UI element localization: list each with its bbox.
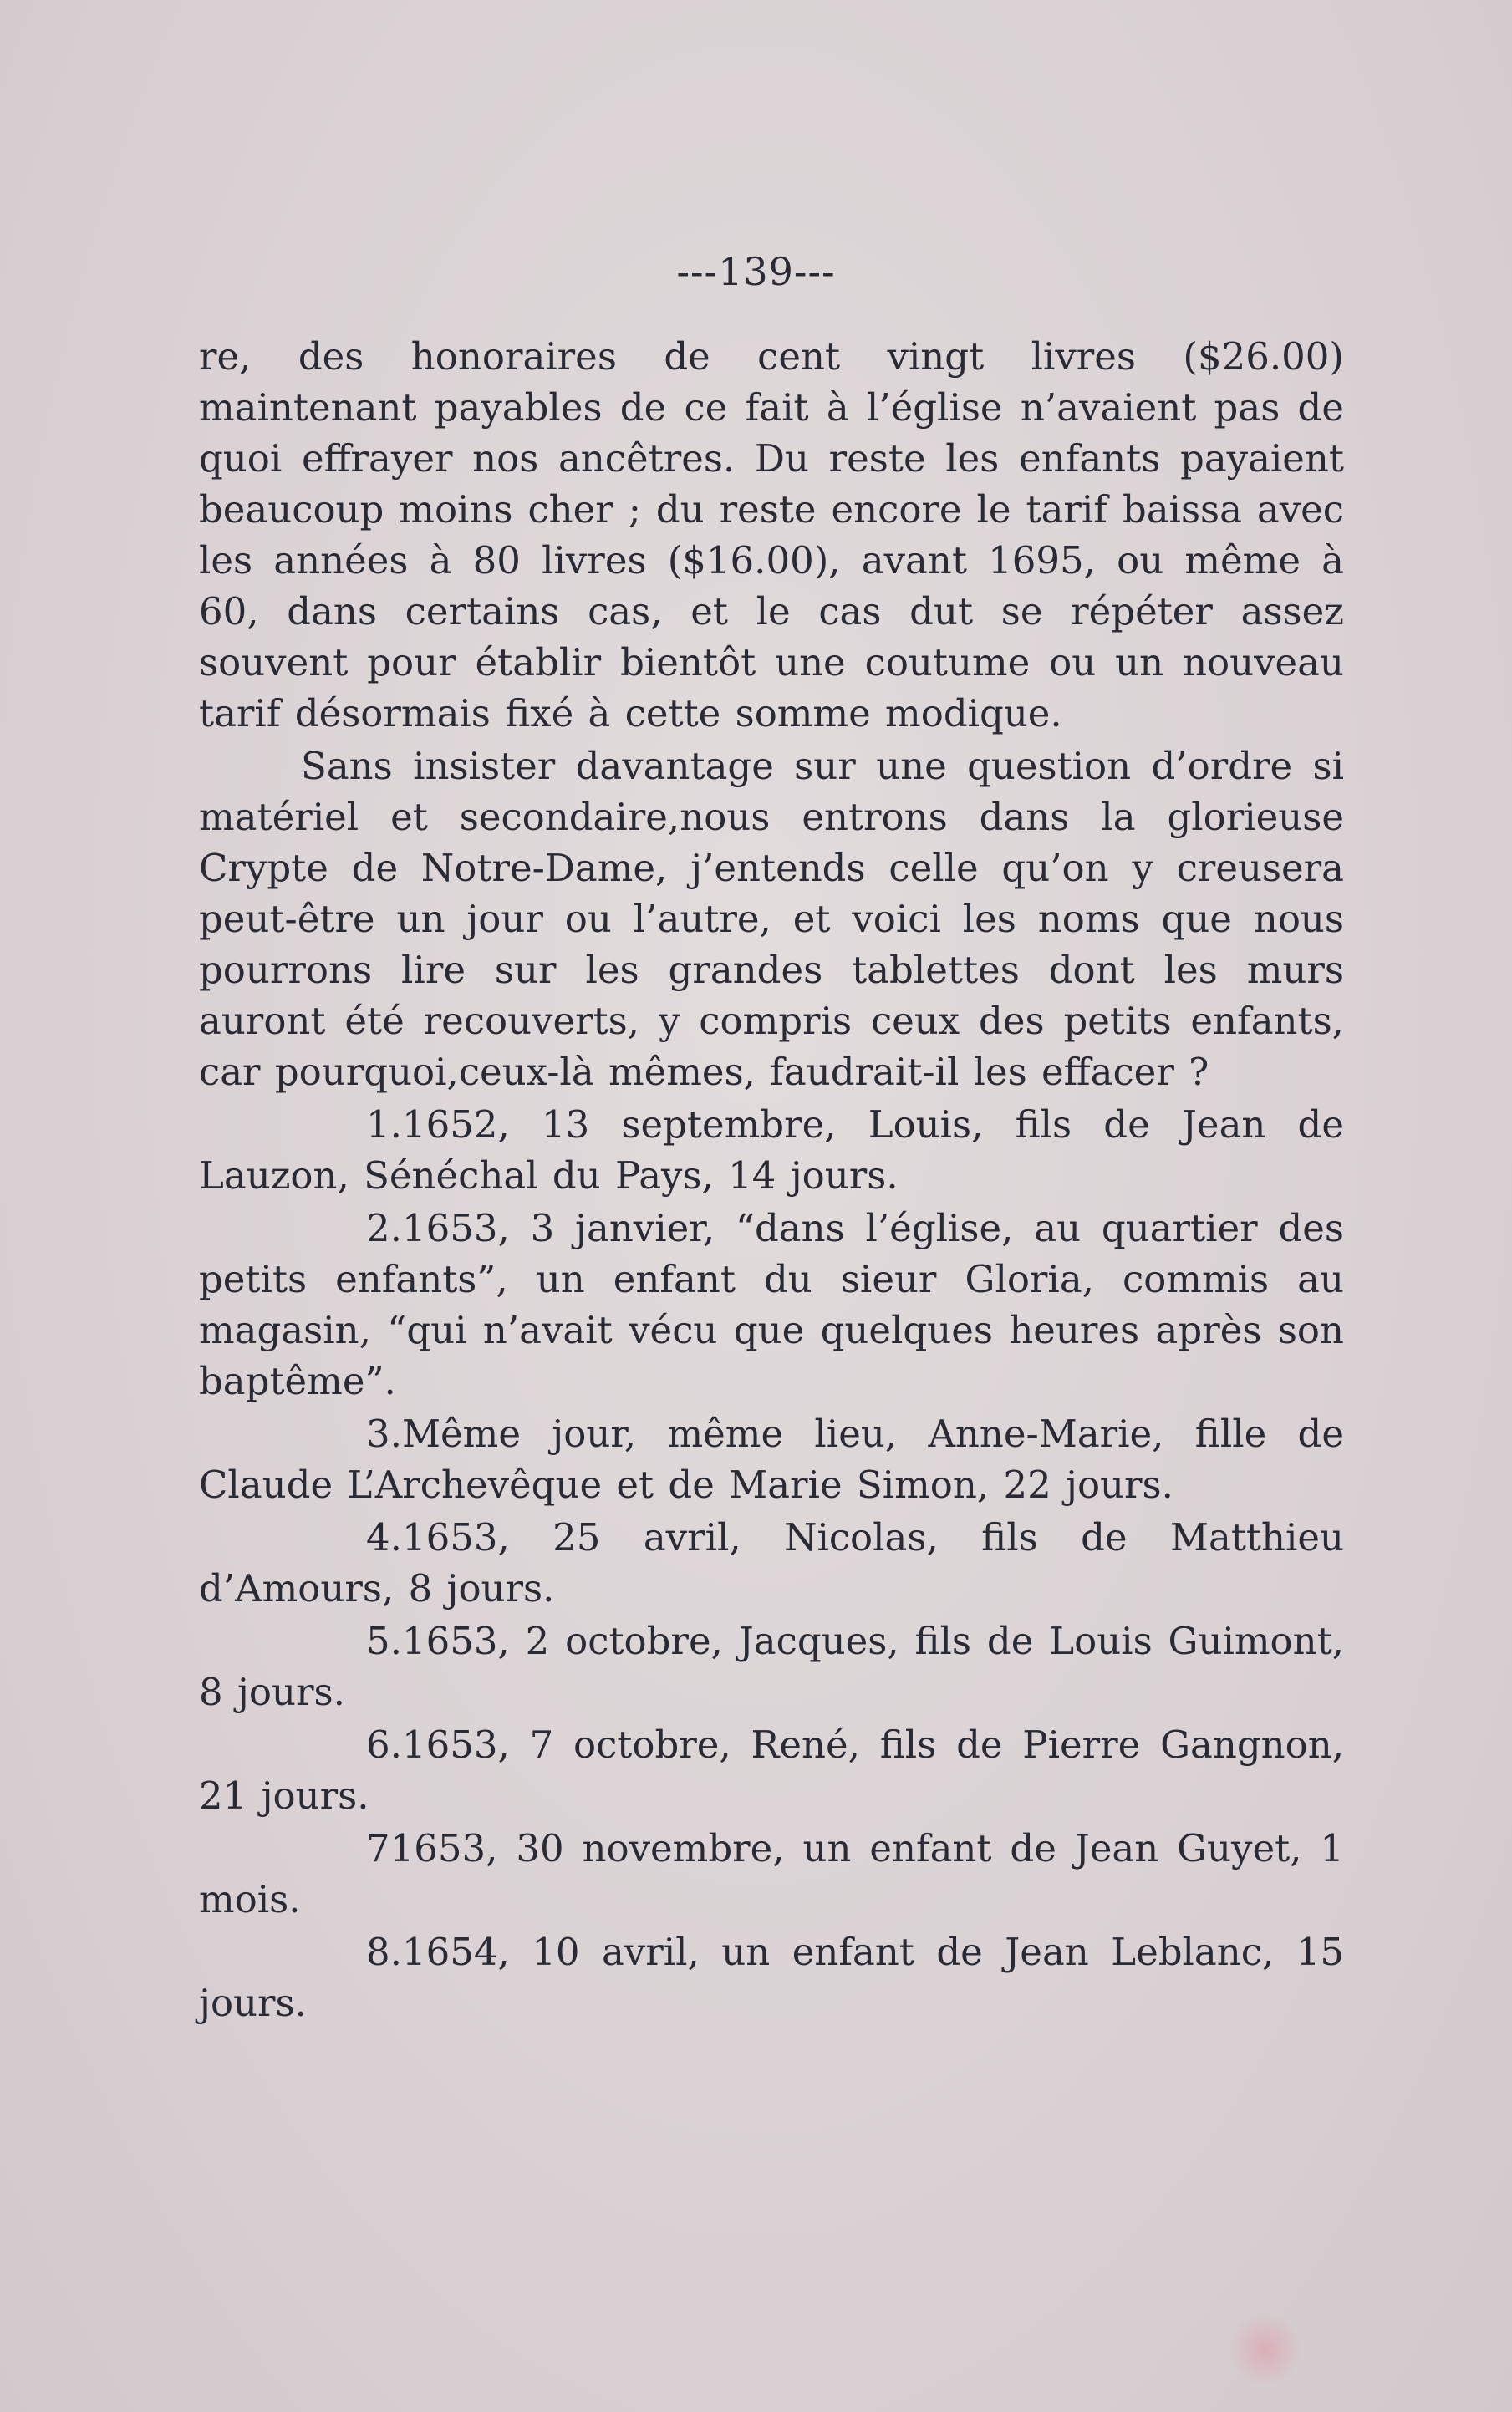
paragraph-crypte: Sans insister davantage sur une question d’ordre si matériel et secondaire,nous entrons dans la glorieuse Crypte de Notre-Dame, j’entends celle qu’on y creusera peut-être un jour ou l’autre, et voici les noms que nous pourrons lire sur les grandes tablettes dont les murs auront été recouverts, y compris ceux des petits enfants, car pourquoi,ceux-là mêmes, faudrait-il les effacer ? xyxy=(199,744,1344,1094)
entry-number: 6. xyxy=(366,1722,402,1767)
burial-entry xyxy=(199,1616,1344,1719)
entry-text: 1653, 25 avril, Nicolas, fils de Matthieu d’Amours, 8 jours. xyxy=(199,1515,1344,1611)
entry-text: 1652, 13 septembre, Louis, fils de Jean de Lauzon, Sénéchal du Pays, 14 jours. xyxy=(199,1102,1344,1198)
entry-number: 5. xyxy=(366,1619,402,1663)
page-body xyxy=(199,331,1344,2030)
paragraph-continuation: re, des honoraires de cent vingt livres ($26.00) maintenant payables de ce fait à l’église n’avaient pas de quoi effrayer nos ancêtres. Du reste les enfants payaient beaucoup moins cher ; du reste encore le tarif baissa avec les années à 80 livres ($16.00), avant 1695, ou même à 60, dans certains cas, et le cas dut se répéter assez souvent pour établir bientôt une coutume ou un nouveau tarif désormais fixé à cette somme modique. xyxy=(199,334,1344,735)
burial-entry xyxy=(199,1099,1344,1203)
entry-text: 1653, 7 octobre, René, fils de Pierre Gangnon, 21 jours. xyxy=(199,1722,1344,1818)
paper-stain xyxy=(1228,2312,1303,2387)
burial-entry xyxy=(199,1408,1344,1512)
entry-text: 1653, 30 novembre, un enfant de Jean Guyet, 1 mois. xyxy=(199,1826,1344,1921)
burial-entry xyxy=(199,1512,1344,1616)
entry-number: 7 xyxy=(366,1826,390,1870)
burial-entry xyxy=(199,1823,1344,1926)
entry-text: Même jour, même lieu, Anne-Marie, fille de Claude L’Archevêque et de Marie Simon, 22 jours. xyxy=(199,1412,1344,1507)
entry-text: 1654, 10 avril, un enfant de Jean Leblanc, 15 jours. xyxy=(199,1930,1344,2025)
entry-text: 1653, 2 octobre, Jacques, fils de Louis Guimont, 8 jours. xyxy=(199,1619,1344,1714)
burial-entry xyxy=(199,1719,1344,1823)
burial-entry xyxy=(199,1926,1344,2030)
page-number: ---139--- xyxy=(676,249,836,294)
entry-number: 4. xyxy=(366,1515,402,1560)
burial-entry xyxy=(199,1203,1344,1408)
entry-text: 1653, 3 janvier, “dans l’église, au quartier des petits enfants”, un enfant du sieur Gloria, commis au magasin, “qui n’avait vécu que quelques heures après son baptême”. xyxy=(199,1206,1344,1403)
entry-number: 1. xyxy=(366,1102,402,1147)
entry-number: 2. xyxy=(366,1206,402,1250)
entry-number: 8. xyxy=(366,1930,402,1974)
entry-number: 3. xyxy=(366,1412,402,1456)
